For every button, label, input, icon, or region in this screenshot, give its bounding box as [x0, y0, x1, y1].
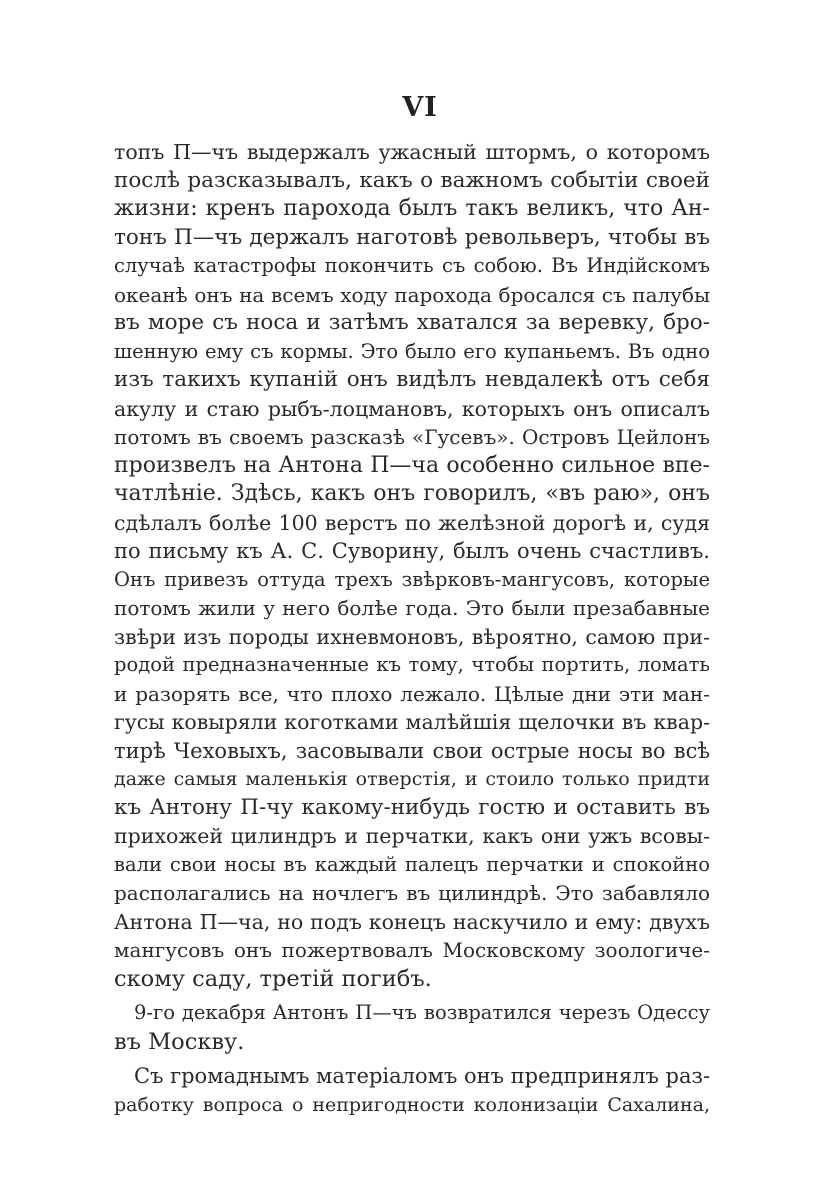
text-line: топъ П—чъ выдержалъ ужасный штормъ, о которомъ — [114, 140, 710, 164]
text-line: произвелъ на Антона П—ча особенно сильное впе- — [114, 452, 710, 478]
text-line: Антона П—ча, но подъ конецъ наскучило и ему: двухъ — [114, 909, 710, 934]
text-line: жизни: кренъ парохода былъ такъ великъ, что Ан- — [114, 196, 710, 221]
paragraph — [114, 999, 710, 1056]
text-line: акулу и стаю рыбъ-лоцмановъ, которыхъ онъ описалъ — [114, 396, 710, 421]
text-line: потомъ жили у него болѣе года. Это были презабавные — [114, 596, 710, 620]
text-line: родой предназначенные къ тому, чтобы портить, ломать — [114, 653, 710, 676]
page-number: VI — [402, 92, 438, 123]
paragraph — [114, 138, 710, 993]
text-line: тирѣ Чеховыхъ, засовывали свои острые носы во всѣ — [114, 738, 710, 763]
text-line: Онъ привезъ оттуда трехъ звѣрковъ-мангусовъ, которые — [114, 567, 710, 591]
text-line: изъ такихъ купаній онъ видѣлъ невдалекѣ отъ себя — [114, 367, 710, 392]
text-line: даже самыя маленькія отверстія, и стоило только придти — [114, 768, 710, 790]
text-line: въ Москву. — [114, 1028, 245, 1055]
text-line: къ Антону П-чу какому-нибудь гостю и оставить въ — [114, 794, 710, 820]
text-line: Съ громаднымъ матеріаломъ онъ предпринялъ раз- — [134, 1064, 710, 1088]
text-line: сдѣлалъ болѣе 100 верстъ по желѣзной дорогѣ и, судя — [114, 510, 710, 535]
paragraph — [114, 1062, 710, 1119]
text-line: располагались на ночлегъ въ цилиндрѣ. Это забавляло — [114, 881, 710, 905]
text-line: вали свои носы въ каждый палецъ перчатки и спокойно — [114, 852, 710, 876]
text-line: мангусовъ онъ пожертвовалъ Московскому зоологиче- — [114, 938, 710, 962]
text-line: и разорять все, что плохо лежало. Цѣлые дни эти ман- — [114, 681, 710, 706]
text-line: случаѣ катастрофы покончить съ собою. Въ Индійскомъ — [114, 254, 710, 277]
text-line: гусы ковыряли коготками малѣйшія щелочки въ квар- — [114, 710, 710, 734]
text-line: тонъ П—чъ держалъ наготовѣ револьверъ, чтобы въ — [114, 224, 710, 250]
text-line: по письму къ А. С. Суворину, былъ очень счастливъ. — [114, 539, 710, 563]
text-line: послѣ разсказывалъ, какъ о важномъ событіи своей — [114, 167, 710, 193]
text-line: работку вопроса о непригодности колонизаціи Сахалина, — [114, 1093, 710, 1116]
text-line: чатлѣніе. Здѣсь, какъ онъ говорилъ, «въ раю», онъ — [114, 481, 710, 506]
body-text — [114, 138, 710, 1119]
text-line: звѣри изъ породы ихневмоновъ, вѣроятно, самою при- — [114, 624, 710, 649]
text-line: потомъ въ своемъ разсказѣ «Гусевъ». Островъ Цейлонъ — [114, 425, 710, 449]
text-line: прихожей цилиндръ и перчатки, какъ они ужъ всовы- — [114, 824, 710, 848]
text-line: 9-го декабря Антонъ П—чъ возвратился черезъ Одессу — [134, 1001, 710, 1024]
text-line: шенную ему съ кормы. Это было его купаньемъ. Въ одно — [114, 339, 710, 363]
text-line: въ море съ носа и затѣмъ хватался за веревку, бро- — [114, 310, 710, 335]
text-line: скому саду, третій погибъ. — [114, 965, 432, 992]
text-line: океанѣ онъ на всемъ ходу парохода бросался съ палубы — [114, 282, 710, 307]
